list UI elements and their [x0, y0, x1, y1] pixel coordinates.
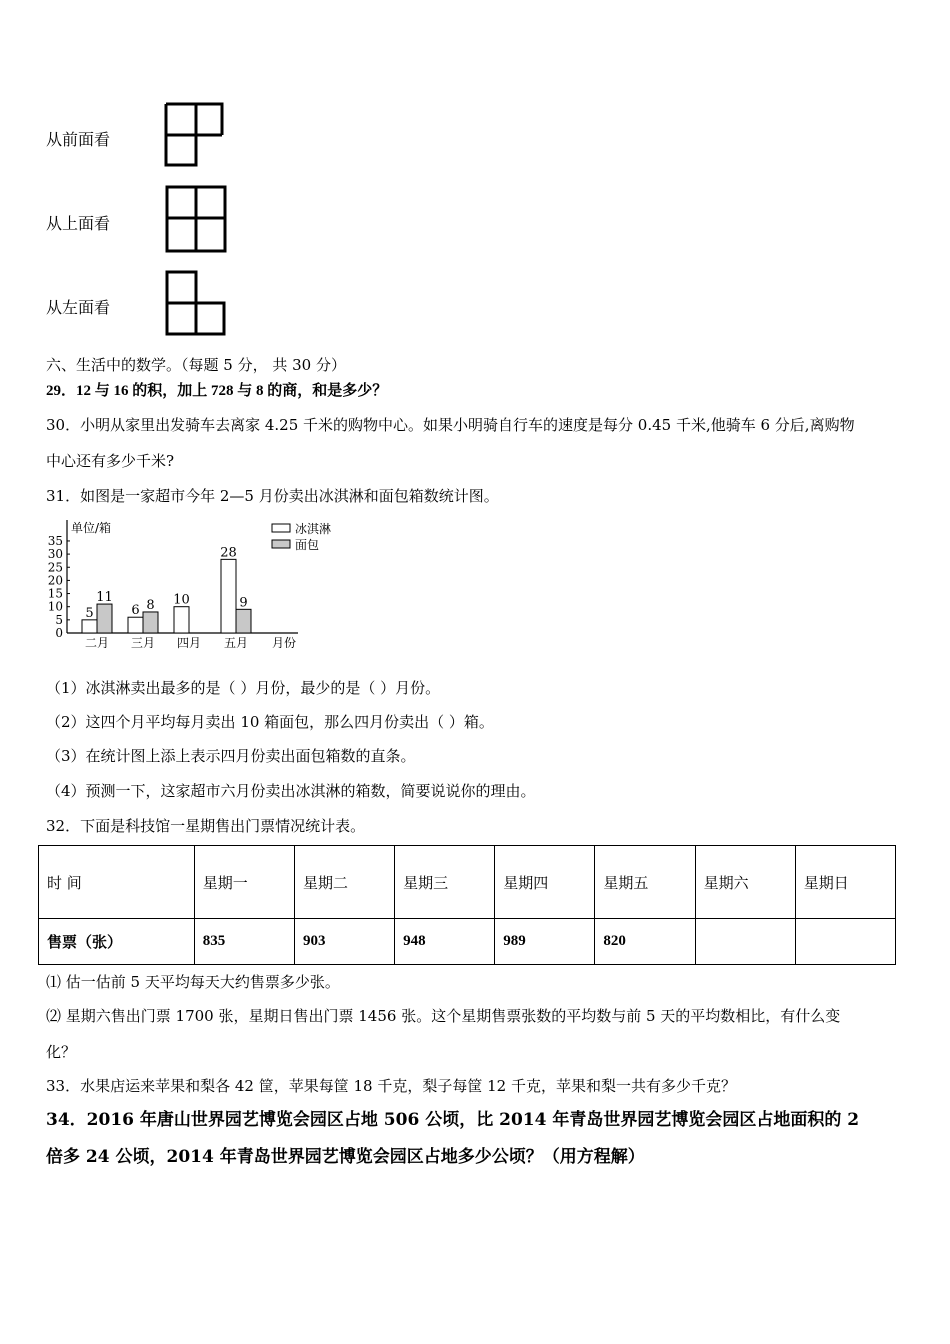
x-tick-label: 二月 [84, 636, 110, 650]
table-header-cell: 星期二 [294, 846, 394, 919]
y-tick-label: 20 [47, 573, 63, 588]
table-header-row [39, 846, 896, 919]
table-header-cell: 星期日 [795, 846, 895, 919]
table-header-cell: 星期三 [395, 846, 495, 919]
table-header-cell: 星期六 [695, 846, 795, 919]
question-31-sub3: （3）在统计图上添上表示四月份卖出面包箱数的直条。 [46, 747, 416, 765]
legend-label: 面包 [295, 538, 320, 552]
question-32-sub2-line1: ⑵ 星期六售出门票 1700 张，星期日售出门票 1456 张。这个星期售票张数的平均数与前 5 天的平均数相比，有什么变 [46, 1007, 841, 1025]
top-view-figure [160, 183, 232, 255]
y-tick-label: 35 [47, 533, 63, 548]
table-cell: 903 [294, 919, 394, 965]
table-header-cell: 星期四 [495, 846, 595, 919]
front-view-figure [160, 98, 230, 170]
y-tick-label: 0 [55, 626, 63, 640]
question-31-sub1: （1）冰淇淋卖出最多的是（ ）月份，最少的是（ ）月份。 [46, 679, 441, 697]
question-29: 29．12 与 16 的积，加上 728 与 8 的商，和是多少？ [46, 383, 388, 399]
table-header-cell: 时 间 [39, 846, 195, 919]
table-row [39, 919, 896, 965]
data-label: 6 [131, 603, 140, 619]
legend-swatch [272, 540, 290, 548]
table-cell: 820 [595, 919, 695, 965]
table-cell [795, 919, 895, 965]
table-cell [695, 919, 795, 965]
table-cell: 948 [395, 919, 495, 965]
question-31-intro: 31．如图是一家超市今年 2—5 月份卖出冰淇淋和面包箱数统计图。 [46, 487, 499, 505]
question-33: 33．水果店运来苹果和梨各 42 筐，苹果每筐 18 千克，梨子每筐 12 千克，苹果和梨一共有多少千克？ [46, 1077, 736, 1095]
y-tick-label: 15 [47, 586, 63, 601]
view-label-left: 从左面看 [46, 298, 111, 317]
table-header-cell: 星期一 [194, 846, 294, 919]
y-tick-label: 30 [47, 547, 63, 562]
question-32-sub1: ⑴ 估一估前 5 天平均每天大约售票多少张。 [46, 973, 340, 991]
x-tick-label: 五月 [223, 636, 249, 650]
y-tick-label: 25 [47, 560, 63, 575]
data-label: 8 [146, 597, 155, 613]
data-label: 11 [96, 590, 113, 606]
data-label: 5 [85, 605, 94, 621]
bar-icecream-四月 [174, 607, 189, 633]
bar-chart [40, 516, 350, 656]
question-31-sub4: （4）预测一下，这家超市六月份卖出冰淇淋的箱数，简要说说你的理由。 [46, 782, 536, 800]
question-34-line2: 倍多 24 公顷，2014 年青岛世界园艺博览会园区占地多少公顷？（用方程解） [46, 1147, 645, 1167]
bar-icecream-五月 [221, 559, 236, 633]
bar-bread-二月 [97, 604, 112, 633]
x-tick-label: 四月 [176, 636, 202, 650]
y-axis-label: 单位/箱 [71, 521, 112, 535]
bar-bread-三月 [143, 612, 158, 633]
question-30-line1: 30．小明从家里出发骑车去离家 4.25 千米的购物中心。如果小明骑自行车的速度是每分 0.45 千米,他骑车 6 分后,离购物 [46, 416, 855, 434]
legend-swatch [272, 524, 290, 532]
view-label-top: 从上面看 [46, 214, 111, 233]
x-tick-label: 三月 [130, 636, 156, 650]
table-cell: 售票（张） [39, 919, 195, 965]
question-34-line1: 34．2016 年唐山世界园艺博览会园区占地 506 公顷，比 2014 年青岛世界园艺博览会园区占地面积的 2 [46, 1110, 860, 1130]
bar-icecream-二月 [82, 620, 97, 633]
table-header-cell: 星期五 [595, 846, 695, 919]
table-cell: 835 [194, 919, 294, 965]
left-view-figure [160, 268, 232, 338]
view-label-front: 从前面看 [46, 130, 111, 149]
question-31-sub2: （2）这四个月平均每月卖出 10 箱面包，那么四月份卖出（ ）箱。 [46, 713, 494, 731]
data-label: 9 [239, 595, 248, 611]
data-label: 28 [220, 545, 237, 561]
legend-label: 冰淇淋 [295, 522, 332, 536]
question-32-intro: 32．下面是科技馆一星期售出门票情况统计表。 [46, 817, 366, 835]
ticket-sales-table [38, 845, 896, 965]
question-30-line2: 中心还有多少千米? [46, 452, 175, 470]
bar-icecream-三月 [128, 617, 143, 633]
x-axis-label: 月份 [272, 636, 297, 650]
section-title: 六、生活中的数学。（每题 5 分， 共 30 分） [46, 356, 346, 374]
y-tick-label: 10 [47, 599, 63, 614]
bar-bread-五月 [236, 609, 251, 633]
y-tick-label: 5 [55, 612, 63, 627]
question-32-sub2-line2: 化？ [46, 1043, 77, 1061]
data-label: 10 [173, 592, 190, 608]
table-cell: 989 [495, 919, 595, 965]
